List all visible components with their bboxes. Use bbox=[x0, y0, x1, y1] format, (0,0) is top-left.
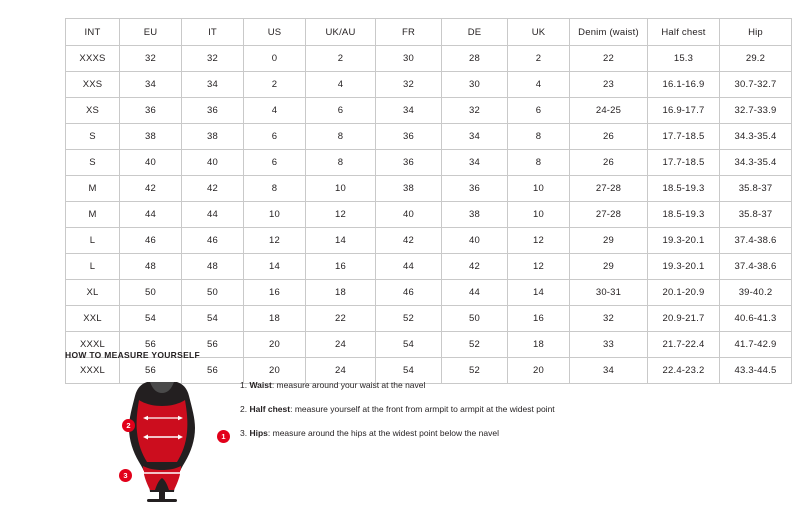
cell-de: 34 bbox=[442, 124, 508, 150]
cell-eu: 48 bbox=[120, 254, 182, 280]
cell-denim-waist: 27-28 bbox=[570, 176, 648, 202]
note-label-waist: Waist bbox=[249, 380, 272, 390]
cell-it: 38 bbox=[182, 124, 244, 150]
table-row bbox=[66, 228, 792, 254]
table-row bbox=[66, 280, 792, 306]
cell-de: 30 bbox=[442, 72, 508, 98]
cell-de: 52 bbox=[442, 358, 508, 384]
cell-uk: 8 bbox=[508, 124, 570, 150]
cell-denim-waist: 33 bbox=[570, 332, 648, 358]
size-table-container bbox=[65, 18, 777, 384]
cell-fr: 54 bbox=[376, 332, 442, 358]
cell-half-chest: 16.1-16.9 bbox=[648, 72, 720, 98]
cell-hip: 34.3-35.4 bbox=[720, 150, 792, 176]
cell-int: M bbox=[66, 176, 120, 202]
cell-uk: 20 bbox=[508, 358, 570, 384]
cell-eu: 38 bbox=[120, 124, 182, 150]
cell-uk-au: 12 bbox=[306, 202, 376, 228]
cell-hip: 37.4-38.6 bbox=[720, 254, 792, 280]
cell-half-chest: 15.3 bbox=[648, 46, 720, 72]
table-row bbox=[66, 46, 792, 72]
cell-int: M bbox=[66, 202, 120, 228]
cell-eu: 40 bbox=[120, 150, 182, 176]
cell-uk: 2 bbox=[508, 46, 570, 72]
cell-half-chest: 19.3-20.1 bbox=[648, 228, 720, 254]
cell-us: 20 bbox=[244, 332, 306, 358]
cell-hip: 43.3-44.5 bbox=[720, 358, 792, 384]
table-row bbox=[66, 254, 792, 280]
cell-us: 6 bbox=[244, 150, 306, 176]
cell-fr: 32 bbox=[376, 72, 442, 98]
cell-int: XS bbox=[66, 98, 120, 124]
cell-uk: 8 bbox=[508, 150, 570, 176]
cell-us: 8 bbox=[244, 176, 306, 202]
cell-fr: 30 bbox=[376, 46, 442, 72]
cell-fr: 54 bbox=[376, 358, 442, 384]
column-header-half-chest: Half chest bbox=[648, 19, 720, 46]
cell-denim-waist: 32 bbox=[570, 306, 648, 332]
cell-half-chest: 16.9-17.7 bbox=[648, 98, 720, 124]
cell-uk: 18 bbox=[508, 332, 570, 358]
column-header-uk-au: UK/AU bbox=[306, 19, 376, 46]
cell-us: 2 bbox=[244, 72, 306, 98]
cell-de: 32 bbox=[442, 98, 508, 124]
cell-it: 54 bbox=[182, 306, 244, 332]
cell-us: 6 bbox=[244, 124, 306, 150]
cell-us: 18 bbox=[244, 306, 306, 332]
cell-fr: 40 bbox=[376, 202, 442, 228]
cell-hip: 40.6-41.3 bbox=[720, 306, 792, 332]
cell-eu: 32 bbox=[120, 46, 182, 72]
cell-int: XXXS bbox=[66, 46, 120, 72]
cell-int: XXL bbox=[66, 306, 120, 332]
cell-uk: 14 bbox=[508, 280, 570, 306]
cell-denim-waist: 29 bbox=[570, 228, 648, 254]
cell-hip: 32.7-33.9 bbox=[720, 98, 792, 124]
size-table-header bbox=[66, 19, 792, 46]
cell-uk-au: 6 bbox=[306, 98, 376, 124]
cell-int: S bbox=[66, 150, 120, 176]
cell-uk-au: 10 bbox=[306, 176, 376, 202]
cell-hip: 29.2 bbox=[720, 46, 792, 72]
cell-half-chest: 18.5-19.3 bbox=[648, 176, 720, 202]
cell-eu: 46 bbox=[120, 228, 182, 254]
cell-half-chest: 22.4-23.2 bbox=[648, 358, 720, 384]
cell-denim-waist: 30-31 bbox=[570, 280, 648, 306]
cell-fr: 36 bbox=[376, 150, 442, 176]
note-label-hips: Hips bbox=[249, 427, 268, 438]
cell-de: 38 bbox=[442, 202, 508, 228]
cell-half-chest: 18.5-19.3 bbox=[648, 202, 720, 228]
note-text-hips: : measure around the hips at the widest point below the navel bbox=[267, 427, 499, 438]
column-header-us: US bbox=[244, 19, 306, 46]
cell-it: 50 bbox=[182, 280, 244, 306]
cell-denim-waist: 26 bbox=[570, 124, 648, 150]
size-table bbox=[65, 18, 792, 384]
cell-hip: 35.8-37 bbox=[720, 202, 792, 228]
cell-eu: 42 bbox=[120, 176, 182, 202]
table-row bbox=[66, 150, 792, 176]
note-number-2: 2. bbox=[240, 403, 248, 414]
note-label-half-chest: Half chest bbox=[249, 403, 291, 414]
cell-int: S bbox=[66, 124, 120, 150]
cell-it: 44 bbox=[182, 202, 244, 228]
cell-uk-au: 18 bbox=[306, 280, 376, 306]
cell-de: 52 bbox=[442, 332, 508, 358]
column-header-uk: UK bbox=[508, 19, 570, 46]
table-row bbox=[66, 176, 792, 202]
cell-denim-waist: 34 bbox=[570, 358, 648, 384]
cell-it: 40 bbox=[182, 150, 244, 176]
cell-uk: 4 bbox=[508, 72, 570, 98]
cell-uk: 10 bbox=[508, 202, 570, 228]
badge-hips-3: 3 bbox=[119, 469, 132, 482]
table-row bbox=[66, 306, 792, 332]
cell-us: 10 bbox=[244, 202, 306, 228]
cell-uk-au: 14 bbox=[306, 228, 376, 254]
cell-us: 16 bbox=[244, 280, 306, 306]
cell-int: XXXL bbox=[66, 332, 120, 358]
badge-waist-1: 1 bbox=[217, 430, 230, 443]
cell-it: 42 bbox=[182, 176, 244, 202]
cell-uk-au: 8 bbox=[306, 150, 376, 176]
cell-denim-waist: 26 bbox=[570, 150, 648, 176]
cell-it: 56 bbox=[182, 332, 244, 358]
cell-de: 50 bbox=[442, 306, 508, 332]
cell-uk: 12 bbox=[508, 228, 570, 254]
how-to-measure-title: HOW TO MEASURE YOURSELF bbox=[65, 350, 201, 360]
cell-half-chest: 17.7-18.5 bbox=[648, 150, 720, 176]
cell-eu: 56 bbox=[120, 358, 182, 384]
cell-uk-au: 16 bbox=[306, 254, 376, 280]
cell-half-chest: 21.7-22.4 bbox=[648, 332, 720, 358]
cell-uk-au: 24 bbox=[306, 332, 376, 358]
cell-de: 44 bbox=[442, 280, 508, 306]
cell-de: 36 bbox=[442, 176, 508, 202]
cell-denim-waist: 29 bbox=[570, 254, 648, 280]
cell-int: XXS bbox=[66, 72, 120, 98]
column-header-hip: Hip bbox=[720, 19, 792, 46]
cell-it: 36 bbox=[182, 98, 244, 124]
cell-uk: 6 bbox=[508, 98, 570, 124]
cell-eu: 36 bbox=[120, 98, 182, 124]
cell-hip: 37.4-38.6 bbox=[720, 228, 792, 254]
cell-eu: 50 bbox=[120, 280, 182, 306]
cell-hip: 35.8-37 bbox=[720, 176, 792, 202]
column-header-de: DE bbox=[442, 19, 508, 46]
cell-us: 4 bbox=[244, 98, 306, 124]
column-header-denim-waist: Denim (waist) bbox=[570, 19, 648, 46]
cell-it: 34 bbox=[182, 72, 244, 98]
cell-denim-waist: 23 bbox=[570, 72, 648, 98]
table-header-row bbox=[66, 19, 792, 46]
note-number-3: 3. bbox=[240, 427, 248, 438]
cell-int: XL bbox=[66, 280, 120, 306]
column-header-int: INT bbox=[66, 19, 120, 46]
cell-it: 48 bbox=[182, 254, 244, 280]
cell-it: 46 bbox=[182, 228, 244, 254]
cell-uk: 10 bbox=[508, 176, 570, 202]
measurement-note-waist bbox=[240, 380, 740, 392]
table-row bbox=[66, 202, 792, 228]
cell-eu: 54 bbox=[120, 306, 182, 332]
cell-us: 0 bbox=[244, 46, 306, 72]
cell-uk-au: 2 bbox=[306, 46, 376, 72]
cell-hip: 39-40.2 bbox=[720, 280, 792, 306]
column-header-eu: EU bbox=[120, 19, 182, 46]
note-number-1: 1. bbox=[240, 380, 248, 390]
cell-uk: 16 bbox=[508, 306, 570, 332]
cell-us: 20 bbox=[244, 358, 306, 384]
cell-half-chest: 17.7-18.5 bbox=[648, 124, 720, 150]
column-header-fr: FR bbox=[376, 19, 442, 46]
cell-half-chest: 20.1-20.9 bbox=[648, 280, 720, 306]
cell-fr: 44 bbox=[376, 254, 442, 280]
cell-denim-waist: 24-25 bbox=[570, 98, 648, 124]
table-row bbox=[66, 72, 792, 98]
how-to-measure-section bbox=[65, 350, 745, 480]
cell-hip: 34.3-35.4 bbox=[720, 124, 792, 150]
table-row bbox=[66, 98, 792, 124]
cell-uk-au: 24 bbox=[306, 358, 376, 384]
cell-hip: 41.7-42.9 bbox=[720, 332, 792, 358]
cell-int: L bbox=[66, 228, 120, 254]
cell-denim-waist: 22 bbox=[570, 46, 648, 72]
cell-hip: 30.7-32.7 bbox=[720, 72, 792, 98]
cell-uk-au: 4 bbox=[306, 72, 376, 98]
cell-us: 12 bbox=[244, 228, 306, 254]
note-text-waist: : measure around your waist at the navel bbox=[271, 380, 426, 390]
cell-uk: 12 bbox=[508, 254, 570, 280]
cell-denim-waist: 27-28 bbox=[570, 202, 648, 228]
cell-half-chest: 20.9-21.7 bbox=[648, 306, 720, 332]
cell-us: 14 bbox=[244, 254, 306, 280]
cell-fr: 38 bbox=[376, 176, 442, 202]
cell-half-chest: 19.3-20.1 bbox=[648, 254, 720, 280]
measurement-figure bbox=[95, 374, 225, 504]
note-text-half-chest: : measure yourself at the front from armpit to armpit at the widest point bbox=[290, 403, 555, 414]
cell-de: 40 bbox=[442, 228, 508, 254]
cell-it: 32 bbox=[182, 46, 244, 72]
measurement-notes bbox=[240, 380, 740, 452]
cell-de: 34 bbox=[442, 150, 508, 176]
measurement-note-half-chest bbox=[240, 404, 740, 416]
cell-de: 42 bbox=[442, 254, 508, 280]
table-row bbox=[66, 124, 792, 150]
cell-eu: 34 bbox=[120, 72, 182, 98]
cell-eu: 44 bbox=[120, 202, 182, 228]
cell-int: XXXL bbox=[66, 358, 120, 384]
column-header-it: IT bbox=[182, 19, 244, 46]
measurement-note-hips bbox=[240, 428, 740, 440]
cell-int: L bbox=[66, 254, 120, 280]
mannequin-illustration bbox=[95, 374, 225, 504]
cell-it: 56 bbox=[182, 358, 244, 384]
cell-fr: 52 bbox=[376, 306, 442, 332]
cell-uk-au: 22 bbox=[306, 306, 376, 332]
cell-uk-au: 8 bbox=[306, 124, 376, 150]
cell-fr: 46 bbox=[376, 280, 442, 306]
cell-de: 28 bbox=[442, 46, 508, 72]
badge-half-chest-2: 2 bbox=[122, 419, 135, 432]
size-table-body bbox=[66, 46, 792, 384]
cell-fr: 34 bbox=[376, 98, 442, 124]
cell-fr: 42 bbox=[376, 228, 442, 254]
cell-eu: 56 bbox=[120, 332, 182, 358]
cell-fr: 36 bbox=[376, 124, 442, 150]
